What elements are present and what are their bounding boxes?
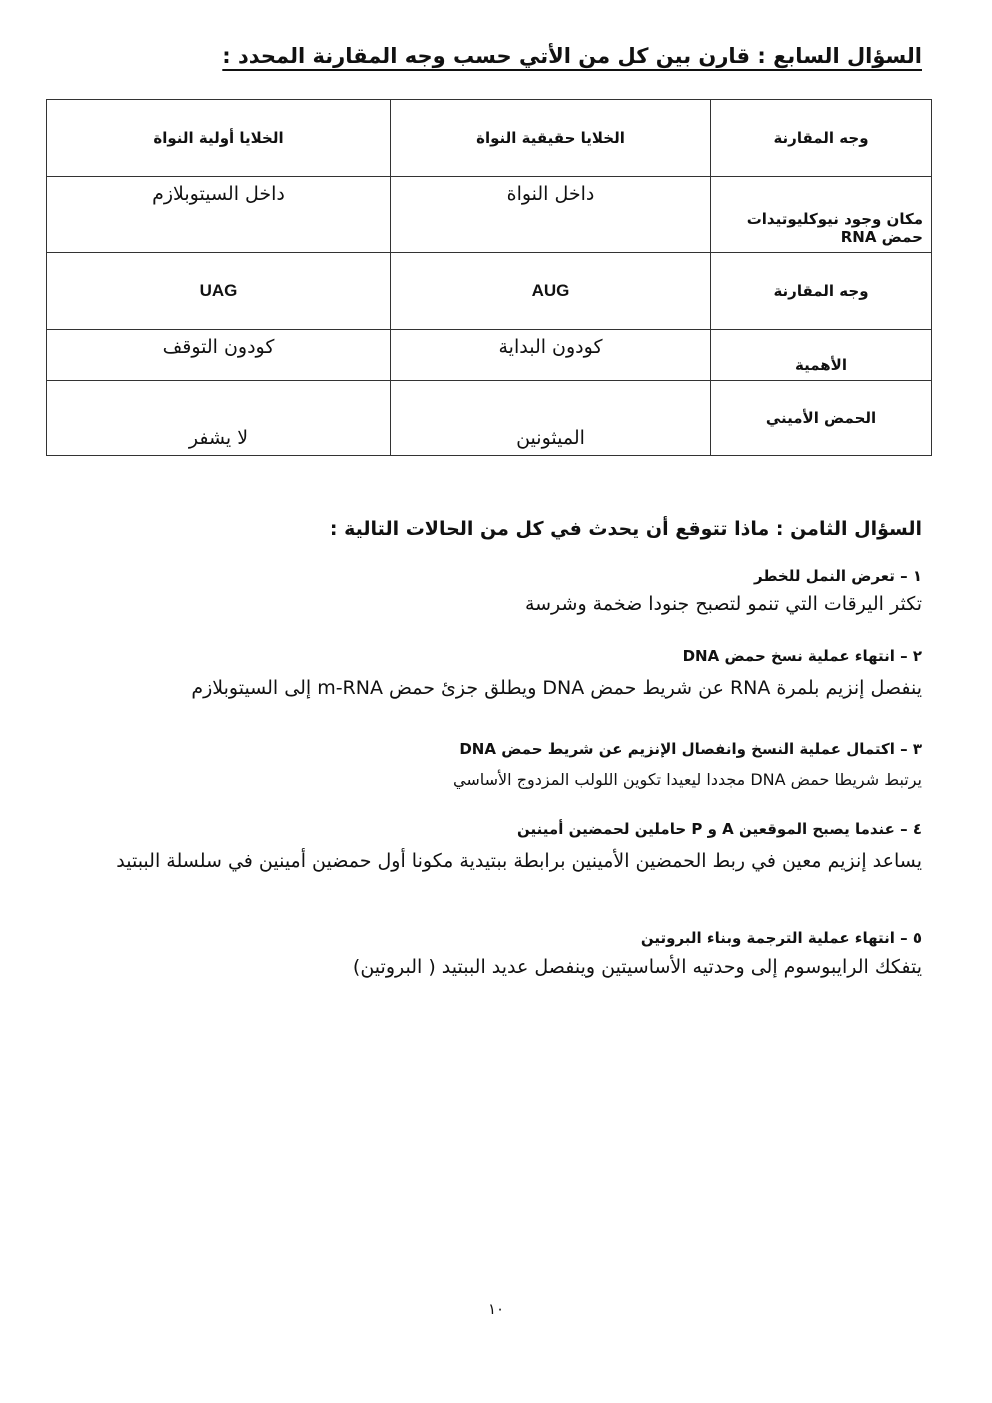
table-cell: داخل النواة <box>391 177 711 253</box>
case-4-heading: ٤ – عندما يصبح الموقعين A و P حاملين لحمضين أمينين <box>517 820 922 838</box>
question-7-title: السؤال السابع : قارن بين كل من الأتي حسب وجه المقارنة المحدد : <box>222 44 922 68</box>
table-header-cell: الخلايا حقيقية النواة <box>391 100 711 177</box>
case-2-heading: ٢ – انتهاء عملية نسخ حمض DNA <box>682 647 922 665</box>
table-cell: وجه المقارنة <box>711 253 932 330</box>
page-number: ١٠ <box>487 1300 505 1318</box>
table-header-cell: وجه المقارنة <box>711 100 932 177</box>
table-row <box>47 381 932 456</box>
case-4-answer: يساعد إنزيم معين في ربط الحمضين الأمينين برابطة ببتيدية مكونا أول حمضين أمينين في سلسلة الببتيد <box>116 850 922 872</box>
table-row <box>47 330 932 381</box>
case-5-answer: يتفكك الرايبوسوم إلى وحدتيه الأساسيتين وينفصل عديد الببتيد ( البروتين) <box>352 956 922 978</box>
case-3-heading: ٣ – اكتمال عملية النسخ وانفصال الإنزيم عن شريط حمض DNA <box>459 740 922 758</box>
case-2-answer: ينفصل إنزيم بلمرة RNA عن شريط حمض DNA ويطلق جزئ حمض m-RNA إلى السيتوبلازم <box>191 677 922 699</box>
table-row <box>47 253 932 330</box>
table-cell: الميثونين <box>391 381 711 456</box>
case-5-heading: ٥ – انتهاء عملية الترجمة وبناء البروتين <box>640 929 922 947</box>
table-header-row <box>47 100 932 177</box>
table-cell: كودون البداية <box>391 330 711 381</box>
case-1-answer: تكثر اليرقات التي تنمو لتصبح جنودا ضخمة وشرسة <box>524 593 922 615</box>
table-cell: الأهمية <box>711 330 932 381</box>
table-cell: كودون التوقف <box>47 330 391 381</box>
question-8-title: السؤال الثامن : ماذا تتوقع أن يحدث في كل من الحالات التالية : <box>329 518 922 540</box>
table-cell: داخل السيتوبلازم <box>47 177 391 253</box>
table-header-cell: الخلايا أولية النواة <box>47 100 391 177</box>
table-cell: الحمض الأميني <box>711 381 932 456</box>
table-cell: AUG <box>391 253 711 330</box>
table-row <box>47 177 932 253</box>
table-cell: لا يشفر <box>47 381 391 456</box>
case-1-heading: ١ – تعرض النمل للخطر <box>753 567 922 585</box>
table-cell: مكان وجود نيوكليوتيدات حمض RNA <box>711 177 932 253</box>
comparison-table <box>46 99 932 456</box>
case-3-answer: يرتبط شريطا حمض DNA مجددا ليعيدا تكوين اللولب المزدوج الأساسي <box>453 770 922 789</box>
table-cell: UAG <box>47 253 391 330</box>
